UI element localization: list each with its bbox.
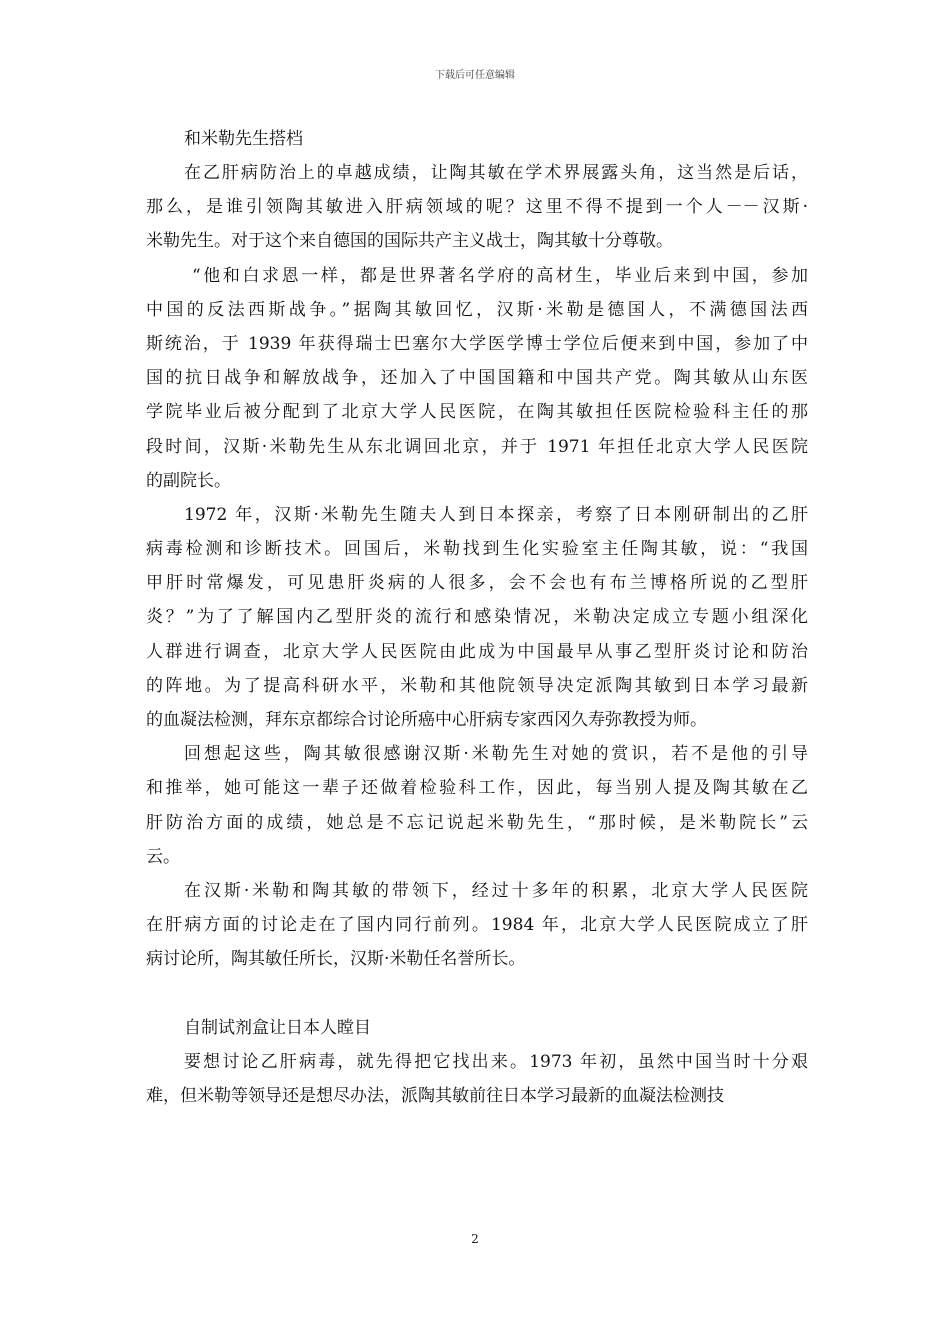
paragraph (146, 1045, 808, 1113)
paragraph (146, 874, 808, 977)
paragraph-line: 甲肝时常爆发，可见患肝炎病的人很多，会不会也有布兰博格所说的乙型肝 (146, 573, 808, 594)
paragraph-line: 的阵地。为了提高科研水平，米勒和其他院领导决定派陶其敏到日本学习最新 (146, 675, 808, 696)
paragraph-line: 难，但米勒等领导还是想尽办法，派陶其敏前往日本学习最新的血凝法检测技 (146, 1085, 724, 1106)
section-1-paragraphs (146, 156, 808, 977)
paragraph-line: 炎？”为了了解国内乙型肝炎的流行和感染情况，米勒决定成立专题小组深化 (146, 607, 808, 628)
paragraph-line: 国的抗日战争和解放战争，还加入了中国国籍和中国共产党。陶其敏从山东医 (146, 368, 808, 389)
paragraph (146, 259, 808, 498)
paragraph-line: 要想讨论乙肝病毒，就先得把它找出来。1973 年初，虽然中国当时十分艰 (184, 1051, 808, 1072)
paragraph-line: 和推举，她可能这一辈子还做着检验科工作，因此，每当别人提及陶其敏在乙 (146, 778, 808, 799)
paragraph-line: 病毒检测和诊断技术。回国后，米勒找到生化实验室主任陶其敏，说：“我国 (146, 539, 808, 560)
paragraph-line: 在肝病方面的讨论走在了国内同行前列。1984 年，北京大学人民医院成立了肝 (146, 915, 808, 936)
section-heading-1: 和米勒先生搭档 (184, 129, 303, 149)
paragraph-line: 的副院长。 (146, 470, 231, 491)
section-gap (146, 977, 808, 1011)
paragraph-line: 回想起这些，陶其敏很感谢汉斯·米勒先生对她的赏识，若不是他的引导 (184, 744, 808, 765)
paragraph-line: 学院毕业后被分配到了北京大学人民医院，在陶其敏担任医院检验科主任的那 (146, 402, 808, 423)
paragraph-line: 人群进行调查，北京大学人民医院由此成为中国最早从事乙型肝炎讨论和防治 (146, 641, 808, 662)
paragraph-line: 肝防治方面的成绩，她总是不忘记说起米勒先生，“那时候，是米勒院长”云 (146, 812, 808, 833)
paragraph-line: 段时间，汉斯·米勒先生从东北调回北京，并于 1971 年担任北京大学人民医院 (146, 436, 808, 457)
page-number: 2 (471, 1232, 479, 1246)
paragraph-line: 的血凝法检测，拜东京都综合讨论所癌中心肝病专家西冈久寿弥教授为师。 (146, 710, 707, 730)
paragraph-line: 云。 (146, 846, 180, 867)
paragraph-line: 在乙肝病防治上的卓越成绩，让陶其敏在学术界展露头角，这当然是后话， (184, 163, 808, 183)
paragraph-line: 1972 年，汉斯·米勒先生随夫人到日本探亲，考察了日本刚研制出的乙肝 (184, 504, 808, 525)
paragraph-line: 那么，是谁引领陶其敏进入肝病领域的呢？这里不得不提到一个人－－汉斯· (146, 197, 808, 218)
document-body (146, 122, 808, 1113)
section-heading-2: 自制试剂盒让日本人瞠目 (184, 1017, 371, 1038)
paragraph-line: 米勒先生。对于这个来自德国的国际共产主义战士，陶其敏十分尊敬。 (146, 231, 673, 252)
paragraph-line: 病讨论所，陶其敏任所长，汉斯·米勒任名誉所长。 (146, 949, 526, 970)
page-header: 下载后可任意编辑 (435, 70, 515, 81)
paragraph (146, 737, 808, 874)
paragraph (146, 498, 808, 737)
paragraph-line: 斯统治，于 1939 年获得瑞士巴塞尔大学医学博士学位后便来到中国，参加了中 (146, 333, 808, 354)
paragraph (146, 156, 808, 259)
paragraph-line: 中国的反法西斯战争。”据陶其敏回忆，汉斯·米勒是德国人，不满德国法西 (146, 299, 808, 320)
paragraph-line: “他和白求恩一样，都是世界著名学府的高材生，毕业后来到中国，参加 (192, 265, 808, 286)
paragraph-line: 在汉斯·米勒和陶其敏的带领下，经过十多年的积累，北京大学人民医院 (184, 880, 808, 901)
section-2-paragraphs (146, 1045, 808, 1113)
